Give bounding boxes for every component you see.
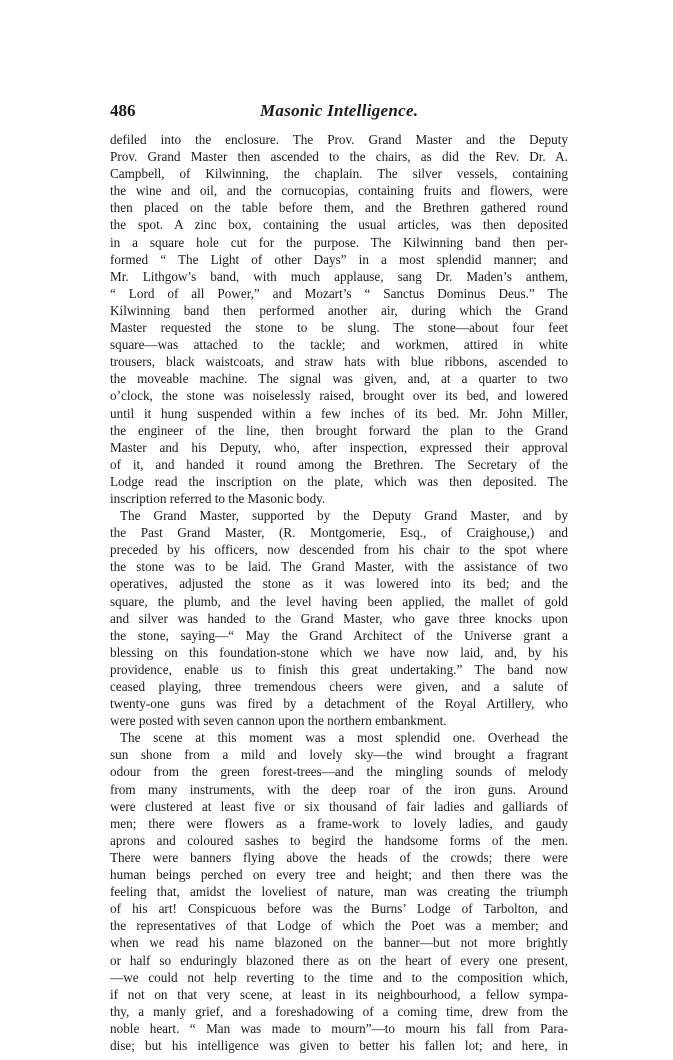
- text-line: or half so enduringly blazoned there as on the heart of every one present,: [110, 952, 568, 968]
- text-line: ceased playing, three tremendous cheers were given, and a salute of: [110, 679, 568, 694]
- text-line: noble heart. “ Man was made to mourn”—to mourn his fall from Para-: [110, 1020, 568, 1036]
- text-line: were clustered at least five or six thousand of fair ladies and galliards of: [110, 798, 568, 814]
- text-line: providence, enable us to finish this great undertaking.” The band now: [110, 661, 568, 677]
- text-line: the stone was to be laid. The Grand Master, with the assistance of two: [110, 559, 568, 575]
- text-line: the Past Grand Master, (R. Montgomerie, Esq., of Craighouse,) and: [110, 525, 568, 541]
- text-line: inscription referred to the Masonic body.: [110, 490, 326, 506]
- text-line: trousers, black waistcoats, and straw hats with blue ribbons, ascended to: [110, 354, 568, 370]
- text-line: and silver was handed to the Grand Master, who gave three knocks upon: [110, 610, 568, 626]
- body-text: [110, 131, 568, 1054]
- text-line: Mr. Lithgow’s band, with much applause, sang Dr. Maden’s anthem,: [110, 268, 568, 284]
- text-line: feeling that, amidst the loveliest of nature, man was creating the triumph: [110, 884, 568, 900]
- text-line: thy, a manly grief, and a foreshadowing of a coming time, drew from the: [110, 1003, 568, 1019]
- page-number: 486: [110, 101, 136, 120]
- text-line: Campbell, of Kilwinning, the chaplain. The silver vessels, containing: [110, 166, 568, 182]
- text-line: “ Lord of all Power,” and Mozart’s “ Sanctus Dominus Deus.” The: [110, 285, 568, 301]
- text-line: twenty-one guns was fired by a detachment of the Royal Artillery, who: [110, 696, 568, 712]
- text-line: The scene at this moment was a most splendid one. Overhead the: [120, 730, 568, 746]
- text-line: o’clock, the stone was noiselessly raised, brought over its bed, and lowered: [110, 388, 568, 404]
- text-line: from many instruments, with the deep roar of the iron guns. Around: [110, 781, 568, 797]
- running-title: Masonic Intelligence.: [260, 101, 419, 120]
- text-line: the spot. A zinc box, containing the usual articles, was then deposited: [110, 217, 568, 233]
- text-line: The Grand Master, supported by the Deputy Grand Master, and by: [120, 508, 568, 524]
- text-line: human beings perched on every tree and height; and then there was the: [110, 867, 568, 883]
- text-line: odour from the green forest-trees—and the mingling sounds of melody: [110, 764, 568, 780]
- text-line: sun shone from a mild and lovely sky—the wind brought a fragrant: [110, 747, 568, 763]
- text-line: Prov. Grand Master then ascended to the chairs, as did the Rev. Dr. A.: [110, 149, 568, 165]
- text-line: of it, and handed it round among the Brethren. The Secretary of the: [110, 456, 568, 472]
- text-line: the wine and oil, and the cornucopias, containing fruits and flowers, were: [110, 183, 568, 199]
- text-line: of his art! Conspicuous before was the Burns’ Lodge of Tarbolton, and: [110, 901, 568, 917]
- text-line: operatives, adjusted the stone as it was lowered into its bed; and the: [110, 576, 568, 592]
- text-line: preceded by his officers, now descended from his chair to the spot where: [110, 542, 568, 558]
- text-line: square, the plumb, and the level having been applied, the mallet of gold: [110, 593, 568, 609]
- text-line: formed “ The Light of other Days” in a most splendid manner; and: [110, 251, 568, 267]
- text-line: Lodge read the inscription on the plate, which was then deposited. The: [110, 473, 568, 489]
- text-line: aprons and coloured sashes to begird the handsome forms of the men.: [110, 832, 568, 848]
- page-header: [110, 101, 570, 129]
- text-line: the stone, saying—“ May the Grand Architect of the Universe grant a: [110, 627, 568, 643]
- text-line: until it hung suspended within a few inches of its bed. Mr. John Miller,: [110, 405, 568, 421]
- text-line: Master and his Deputy, who, after inspection, expressed their approval: [110, 439, 568, 455]
- text-line: then placed on the table before them, and the Brethren gathered round: [110, 200, 568, 216]
- text-line: Master requested the stone to be slung. The stone—about four feet: [110, 320, 568, 336]
- text-line: —we could not help reverting to the time and to the composition which,: [110, 969, 568, 985]
- text-line: square—was attached to the tackle; and workmen, attired in white: [110, 337, 568, 353]
- text-line: when we read his name blazoned on the banner—but not more brightly: [110, 935, 568, 951]
- text-line: men; there were flowers as a frame-work to lovely ladies, and gaudy: [110, 815, 568, 831]
- text-line: There were banners flying above the heads of the crowds; there were: [110, 849, 568, 865]
- text-line: in a square hole cut for the purpose. The Kilwinning band then per-: [110, 234, 568, 250]
- text-line: Kilwinning band then performed another air, during which the Grand: [110, 302, 568, 318]
- text-line: defiled into the enclosure. The Prov. Grand Master and the Deputy: [110, 132, 568, 147]
- text-line: if not on that very scene, at least in its neighbourhood, a fellow sympa-: [110, 986, 568, 1002]
- text-line: were posted with seven cannon upon the northern embankment.: [110, 713, 447, 729]
- text-line: the representatives of that Lodge of which the Poet was a member; and: [110, 918, 568, 934]
- text-line: dise; but his intelligence was given to better his fallen lot; and here, in: [110, 1037, 568, 1053]
- text-line: the moveable machine. The signal was given, and, at a quarter to two: [110, 371, 568, 387]
- text-line: the engineer of the line, then brought forward the plan to the Grand: [110, 422, 568, 438]
- text-line: blessing on this foundation-stone which we have now laid, and, by his: [110, 644, 568, 660]
